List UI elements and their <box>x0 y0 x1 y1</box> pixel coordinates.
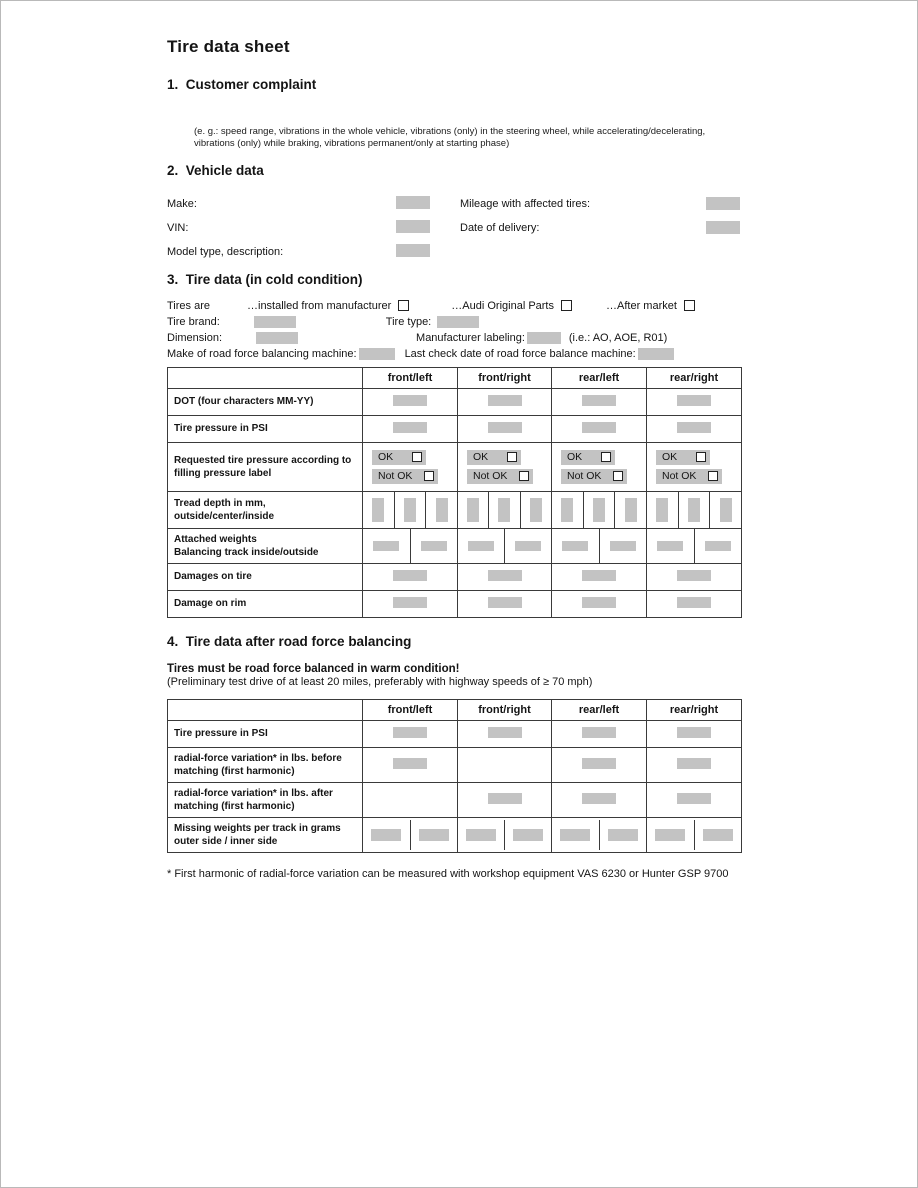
tread-input-box[interactable] <box>561 498 573 522</box>
row-label: Missing weights per track in grams outer side / inner side <box>168 817 363 852</box>
ok-checkbox[interactable] <box>601 452 611 462</box>
pressure-input-box[interactable] <box>677 727 711 738</box>
tread-input-box[interactable] <box>720 498 732 522</box>
ok-option[interactable] <box>372 450 426 465</box>
tires-are-label: Tires are <box>167 299 210 312</box>
tire-brand-line <box>167 316 745 328</box>
row-pressure <box>168 415 742 442</box>
missing-weights-input-box[interactable] <box>703 829 733 841</box>
damage-rim-input-box[interactable] <box>393 597 427 608</box>
tread-input-box[interactable] <box>498 498 510 522</box>
labeling-hint: (i.e.: AO, AOE, R01) <box>568 331 668 344</box>
pressure-input-box[interactable] <box>393 727 427 738</box>
model-label: Model type, description: <box>167 245 284 258</box>
pressure-input-box[interactable] <box>488 422 522 433</box>
mileage-input-box[interactable] <box>706 197 740 210</box>
col-header-front-left: front/left <box>363 367 458 388</box>
tread-input-box[interactable] <box>436 498 448 522</box>
rfv-before-input-box[interactable] <box>582 758 616 769</box>
machine-make-label: Make of road force balancing machine: <box>167 347 357 360</box>
damage-rim-input-box[interactable] <box>582 597 616 608</box>
tread-input-box[interactable] <box>372 498 384 522</box>
machine-check-input-box[interactable] <box>638 348 674 360</box>
row-damages-on-tire <box>168 563 742 590</box>
section-3-heading: 3. Tire data (in cold condition) <box>167 271 363 287</box>
dimension-input-box[interactable] <box>256 332 298 344</box>
not-ok-label: Not OK <box>662 470 697 483</box>
not-ok-option[interactable] <box>467 469 533 484</box>
pressure-input-box[interactable] <box>582 422 616 433</box>
row-label: DOT (four characters MM-YY) <box>168 388 363 415</box>
missing-weights-input-box[interactable] <box>419 829 449 841</box>
model-input-box[interactable] <box>396 244 430 257</box>
damage-tire-input-box[interactable] <box>677 570 711 581</box>
pressure-input-box[interactable] <box>582 727 616 738</box>
after-balancing-table <box>167 699 742 853</box>
ok-option[interactable] <box>561 450 615 465</box>
tread-input-box[interactable] <box>625 498 637 522</box>
ok-label: OK <box>378 451 394 464</box>
row-label: Requested tire pressure according to filling pressure label <box>168 442 363 491</box>
corner-cell <box>168 699 363 720</box>
rfv-after-input-box[interactable] <box>677 793 711 804</box>
make-input-box[interactable] <box>396 196 430 209</box>
weights-input-box[interactable] <box>373 541 399 551</box>
vehicle-row-1 <box>167 196 745 212</box>
warm-condition-note: (Preliminary test drive of at least 20 miles, preferably with highway speeds of ≥ 70 mph) <box>167 676 593 689</box>
row-tread-depth <box>168 491 742 528</box>
delivery-label: Date of delivery: <box>460 221 540 234</box>
damage-tire-input-box[interactable] <box>488 570 522 581</box>
damage-rim-input-box[interactable] <box>488 597 522 608</box>
col-header-rear-left: rear/left <box>552 699 647 720</box>
row-pressure-warm <box>168 720 742 747</box>
missing-weights-input-box[interactable] <box>466 829 496 841</box>
not-ok-label: Not OK <box>567 470 602 483</box>
dot-input-box[interactable] <box>582 395 616 406</box>
manufacturer-labeling-input-box[interactable] <box>527 332 561 344</box>
row-label: Tire pressure in PSI <box>168 415 363 442</box>
option-label: …After market <box>606 299 677 312</box>
row-label: Damages on tire <box>168 563 363 590</box>
section-4-heading: 4. Tire data after road force balancing <box>167 633 412 649</box>
row-label <box>168 528 363 563</box>
vin-label: VIN: <box>167 221 189 234</box>
not-ok-option[interactable] <box>656 469 722 484</box>
row-label-line1: Attached weights <box>174 533 257 545</box>
not-ok-checkbox[interactable] <box>708 471 718 481</box>
ok-checkbox[interactable] <box>507 452 517 462</box>
damage-rim-input-box[interactable] <box>677 597 711 608</box>
row-damage-on-rim <box>168 590 742 617</box>
missing-weights-input-box[interactable] <box>513 829 543 841</box>
row-label: Tire pressure in PSI <box>168 720 363 747</box>
dot-input-box[interactable] <box>677 395 711 406</box>
missing-weights-input-box[interactable] <box>371 829 401 841</box>
delivery-input-box[interactable] <box>706 221 740 234</box>
ok-label: OK <box>662 451 678 464</box>
tire-type-label: Tire type: <box>385 315 432 328</box>
option-installed-from-manufacturer <box>247 300 409 312</box>
not-ok-label: Not OK <box>378 470 413 483</box>
row-label: radial-force variation* in lbs. after matching (first harmonic) <box>168 782 363 817</box>
col-header-rear-left: rear/left <box>552 367 647 388</box>
not-ok-label: Not OK <box>473 470 508 483</box>
dimension-label: Dimension: <box>167 331 223 344</box>
weights-input-box[interactable] <box>610 541 636 551</box>
manufacturer-labeling-label: Manufacturer labeling: <box>416 331 525 344</box>
col-header-front-right: front/right <box>458 699 552 720</box>
col-header-front-right: front/right <box>458 367 552 388</box>
tread-input-box[interactable] <box>530 498 542 522</box>
table2-header-row <box>168 699 742 720</box>
row-dot <box>168 388 742 415</box>
option-label: …Audi Original Parts <box>451 299 554 312</box>
weights-input-box[interactable] <box>657 541 683 551</box>
rfv-after-input-box[interactable] <box>582 793 616 804</box>
pressure-input-box[interactable] <box>393 422 427 433</box>
option-after-market <box>606 300 695 312</box>
tread-input-box[interactable] <box>467 498 479 522</box>
row-label: radial-force variation* in lbs. before matching (first harmonic) <box>168 747 363 782</box>
cold-condition-table <box>167 367 742 618</box>
dot-input-box[interactable] <box>393 395 427 406</box>
ok-checkbox[interactable] <box>412 452 422 462</box>
rfv-before-input-box[interactable] <box>393 758 427 769</box>
weights-input-box[interactable] <box>562 541 588 551</box>
weights-input-box[interactable] <box>468 541 494 551</box>
tire-brand-label: Tire brand: <box>167 315 220 328</box>
make-label: Make: <box>167 197 197 210</box>
missing-weights-input-box[interactable] <box>655 829 685 841</box>
vin-input-box[interactable] <box>396 220 430 233</box>
form-content <box>167 37 745 882</box>
not-ok-checkbox[interactable] <box>519 471 529 481</box>
corner-cell <box>168 367 363 388</box>
not-ok-option[interactable] <box>561 469 627 484</box>
weights-input-box[interactable] <box>421 541 447 551</box>
row-rfv-before <box>168 747 742 782</box>
complaint-hint: (e. g.: speed range, vibrations in the whole vehicle, vibrations (only) in the steering wheel, while accelerating/decelerating, vibrations (only) while braking, vibrations permanent/only at starting phase) <box>194 126 706 150</box>
tire-brand-input-box[interactable] <box>254 316 296 328</box>
option-label: …installed from manufacturer <box>247 299 392 312</box>
mileage-label: Mileage with affected tires: <box>460 197 591 210</box>
footnote: * First harmonic of radial-force variation can be measured with workshop equipment VAS 6230 or Hunter GSP 9700 <box>167 867 729 880</box>
machine-check-label: Last check date of road force balance machine: <box>404 347 636 360</box>
table1-header-row <box>168 367 742 388</box>
col-header-rear-right: rear/right <box>647 699 742 720</box>
weights-input-box[interactable] <box>705 541 731 551</box>
row-requested-pressure <box>168 442 742 491</box>
warm-condition-note-bold: Tires must be road force balanced in warm condition! <box>167 662 460 675</box>
row-rfv-after <box>168 782 742 817</box>
damage-tire-input-box[interactable] <box>393 570 427 581</box>
row-label: Tread depth in mm, outside/center/inside <box>168 491 363 528</box>
weights-input-box[interactable] <box>515 541 541 551</box>
tread-input-box[interactable] <box>656 498 668 522</box>
row-missing-weights <box>168 817 742 852</box>
dimension-line <box>167 332 745 344</box>
vehicle-row-2 <box>167 220 745 236</box>
tread-input-box[interactable] <box>593 498 605 522</box>
installed-from-manufacturer-checkbox[interactable] <box>398 300 409 311</box>
missing-weights-input-box[interactable] <box>560 829 590 841</box>
ok-label: OK <box>473 451 489 464</box>
tread-input-box[interactable] <box>688 498 700 522</box>
row-label: Damage on rim <box>168 590 363 617</box>
option-audi-original-parts <box>451 300 572 312</box>
missing-weights-input-box[interactable] <box>608 829 638 841</box>
damage-tire-input-box[interactable] <box>582 570 616 581</box>
vehicle-row-3 <box>167 244 745 260</box>
pressure-input-box[interactable] <box>677 422 711 433</box>
tires-are-line <box>167 300 745 312</box>
dot-input-box[interactable] <box>488 395 522 406</box>
rfv-before-input-box[interactable] <box>677 758 711 769</box>
tire-type-input-box[interactable] <box>437 316 479 328</box>
not-ok-option[interactable] <box>372 469 438 484</box>
ok-option[interactable] <box>467 450 521 465</box>
page-title: Tire data sheet <box>167 37 290 56</box>
ok-option[interactable] <box>656 450 710 465</box>
not-ok-checkbox[interactable] <box>613 471 623 481</box>
rfv-after-input-box[interactable] <box>488 793 522 804</box>
section-2-heading: 2. Vehicle data <box>167 162 264 178</box>
section-1-heading: 1. Customer complaint <box>167 77 317 92</box>
pressure-input-box[interactable] <box>488 727 522 738</box>
audi-original-parts-checkbox[interactable] <box>561 300 572 311</box>
ok-checkbox[interactable] <box>696 452 706 462</box>
col-header-rear-right: rear/right <box>647 367 742 388</box>
row-attached-weights <box>168 528 742 563</box>
balancing-machine-line <box>167 348 745 360</box>
not-ok-checkbox[interactable] <box>424 471 434 481</box>
ok-label: OK <box>567 451 583 464</box>
col-header-front-left: front/left <box>363 699 458 720</box>
machine-make-input-box[interactable] <box>359 348 395 360</box>
tread-input-box[interactable] <box>404 498 416 522</box>
after-market-checkbox[interactable] <box>684 300 695 311</box>
row-label-line2: Balancing track inside/outside <box>174 546 319 558</box>
